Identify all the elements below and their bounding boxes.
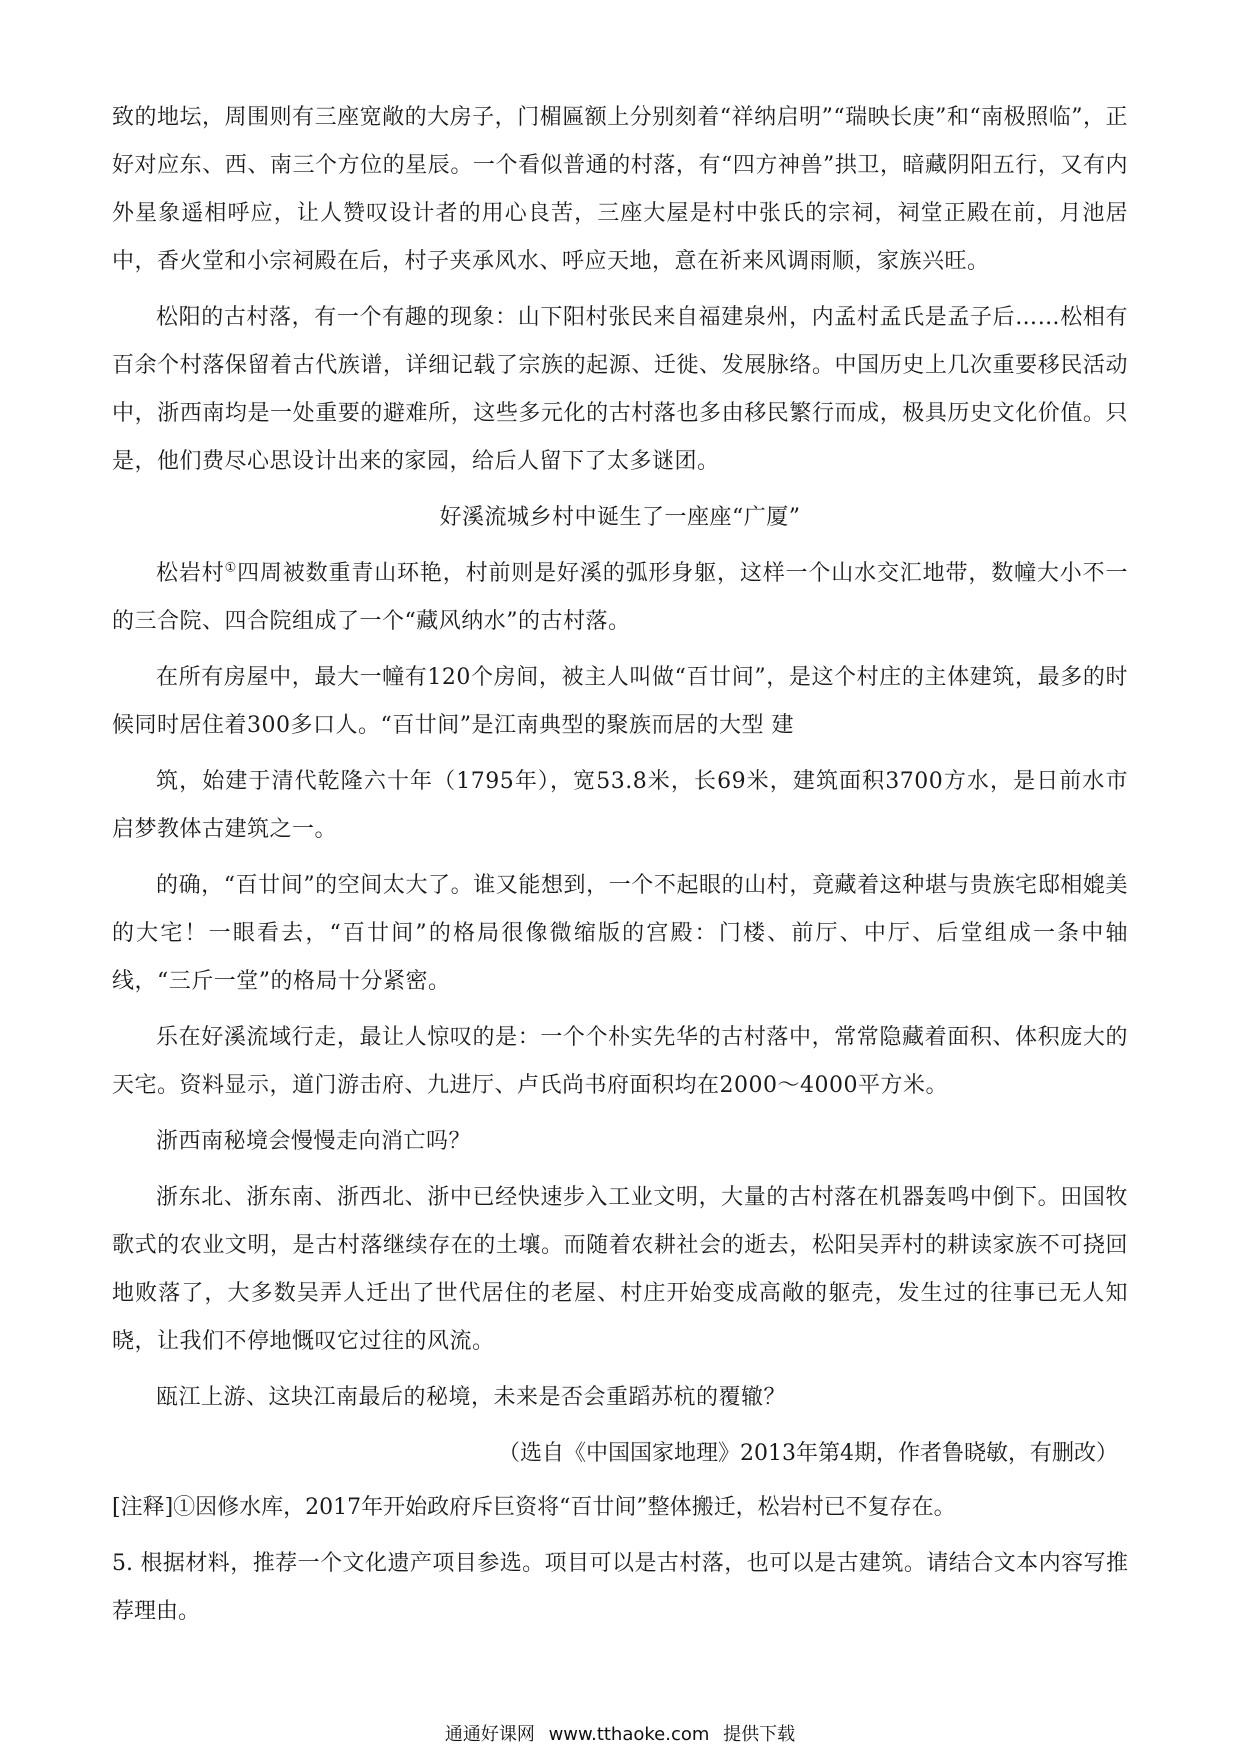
paragraph-migration-history: 松阳的古村落，有一个有趣的现象：山下阳村张民来自福建泉州，内孟村孟氏是孟子后……松相有百余个村落保留着古代族谱，详细记载了宗族的起源、迁徙、发展脉络。中国历史上几次重要移民活动中，浙西南均是一处重要的避难所，这些多元化的古村落也多由移民繁行而成，极具历史文化价值。只是，他们费尽心思设计出来的家园，给后人留下了太多谜团。 (112, 305, 1128, 474)
footer-suffix: 提供下载 (723, 1724, 796, 1745)
songyan-village-name: 松岩村 (156, 561, 225, 586)
footnote-marker: ① (224, 560, 238, 576)
footer-site-name: 通通好课网 (444, 1724, 535, 1745)
exam-question-5: 5. 根据材料，推荐一个文化遗产项目参选。项目可以是古村落，也可以是古建筑。请结合文本内容写推荐理由。 (112, 1551, 1128, 1624)
source-citation: （选自《中国国家地理》2013年第4期，作者鲁晓敏，有删改） (498, 1441, 1118, 1466)
article-body (112, 94, 1128, 1636)
songyan-village-description: 四周被数重青山环艳，村前则是好溪的弧形身躯，这样一个山水交汇地带，数幢大小不一的三合院、四合院组成了一个“藏风纳水”的古村落。 (112, 561, 1128, 634)
page-footer (0, 1720, 1240, 1746)
paragraph-question-decline: 浙西南秘境会慢慢走向消亡吗？ (156, 1129, 472, 1154)
footnote-annotation: [注释]①因修水库，2017年开始政府斥巨资将“百廿间”整体搬迁，松岩村已不复存在。 (112, 1495, 956, 1520)
paragraph-haoxi-mansions: 乐在好溪流域行走，最让人惊叹的是：一个个朴实先华的古村落中，常常隐藏着面积、体积庞大的天宅。资料显示，道门游击府、九进厅、卢氏尚书府面积均在2000～4000平方米。 (112, 1025, 1128, 1098)
paragraph-bainianjian-dimensions: 筑，始建于清代乾隆六十年（1795年），宽53.8米，长69米，建筑面积3700方水，是日前水市启梦教体古建筑之一。 (112, 769, 1128, 842)
paragraph-bainianjian-layout: 的确，“百廿间”的空间太大了。谁又能想到，一个不起眼的山村，竟藏着这种堪与贵族宅邸相媲美的大宅！一眼看去，“百廿间”的格局很像微缩版的宫殿：门楼、前厅、中厅、后堂组成一条中轴线，“三斤一堂”的格局十分紧密。 (112, 873, 1128, 994)
paragraph-songyan-village (112, 550, 1128, 646)
footer-url: www.tthaoke.com (548, 1724, 710, 1745)
paragraph-ancestral-halls: 致的地坛，周围则有三座宽敞的大房子，门楣匾额上分别刻着“祥纳启明”“瑞映长庚”和“南极照临”，正好对应东、西、南三个方位的星辰。一个看似普通的村落，有“四方神兽”拱卫，暗藏阴阳五行，又有内外星象遥相呼应，让人赞叹设计者的用心良苦，三座大屋是村中张氏的宗祠，祠堂正殿在前，月池居中，香火堂和小宗祠殿在后，村子夹承风水、呼应天地，意在祈来风调雨顺，家族兴旺。 (112, 105, 1128, 274)
paragraph-closing-question: 瓯江上游、这块江南最后的秘境，未来是否会重蹈苏杭的覆辙？ (156, 1385, 787, 1410)
paragraph-bainianjian-intro: 在所有房屋中，最大一幢有120个房间，被主人叫做“百廿间”，是这个村庄的主体建筑，最多的时候同时居住着300多口人。“百廿间”是江南典型的聚族而居的大型 建 (112, 665, 1128, 738)
section-subheading: 好溪流城乡村中诞生了一座座“广厦” (439, 505, 801, 530)
paragraph-industrialization: 浙东北、浙东南、浙西北、浙中已经快速步入工业文明，大量的古村落在机器轰鸣中倒下。田国牧歌式的农业文明，是古村落继续存在的土壤。而随着农耕社会的逝去，松阳吴弄村的耕读家族不可挠回地败落了，大多数吴弄人迁出了世代居住的老屋、村庄开始变成高敞的躯壳，发生过的往事已无人知晓，让我们不停地慨叹它过往的风流。 (112, 1185, 1128, 1354)
